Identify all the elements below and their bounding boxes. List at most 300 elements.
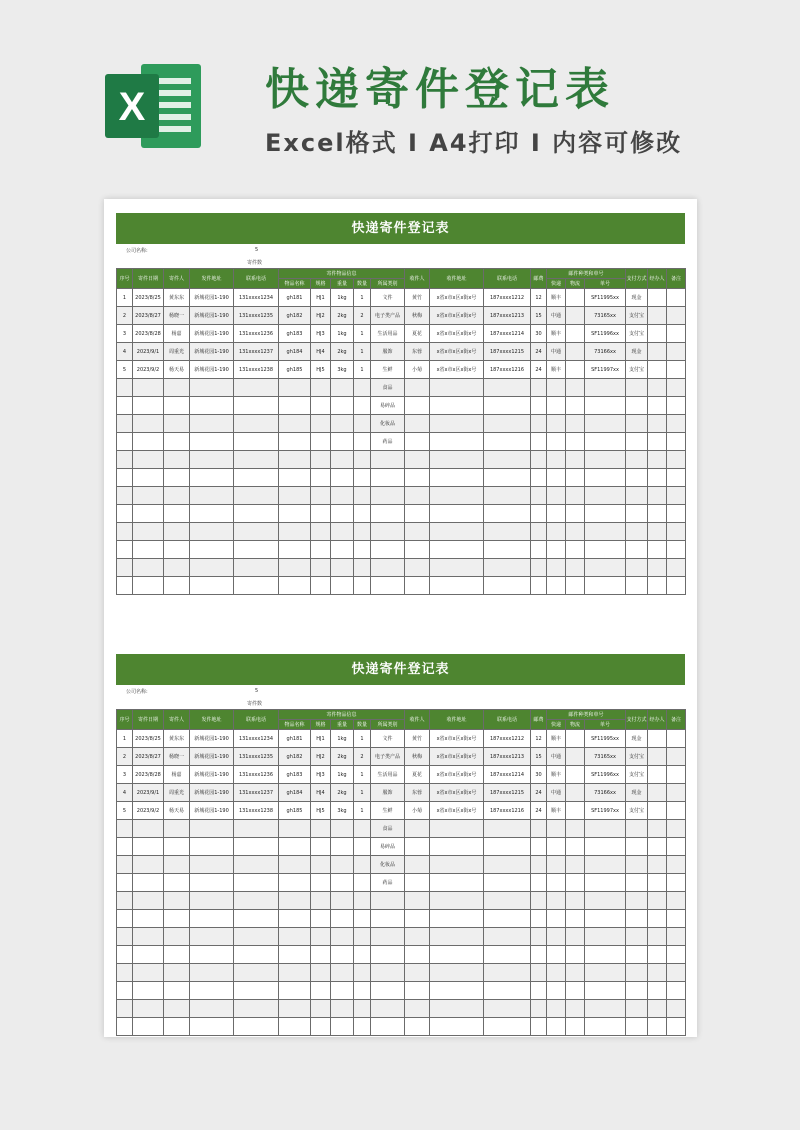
- table-cell: [667, 505, 686, 523]
- table-cell: [190, 946, 234, 964]
- table-cell: [279, 559, 311, 577]
- table-cell: 秋梅: [405, 748, 430, 766]
- table-cell: [648, 487, 667, 505]
- table-cell: 187xxxx1213: [484, 307, 531, 325]
- table-cell: [164, 928, 190, 946]
- table-cell: [626, 856, 648, 874]
- table-cell: [133, 910, 164, 928]
- table-row: [117, 289, 686, 307]
- table-cell: [667, 874, 686, 892]
- table-row: [117, 523, 686, 541]
- table-cell: SF11997xx: [585, 361, 626, 379]
- header-goods-name: 物品名称: [279, 720, 311, 730]
- table-cell: [279, 541, 311, 559]
- table-cell: [531, 910, 547, 928]
- table-cell: [531, 964, 547, 982]
- header-logistics: 物流: [566, 279, 585, 289]
- table-cell: 新城花园1-190: [190, 730, 234, 748]
- table-cell: [311, 982, 331, 1000]
- table-cell: x省x市x区x街x号: [430, 325, 484, 343]
- header-express: 快递: [547, 279, 566, 289]
- table-cell: 187xxxx1214: [484, 766, 531, 784]
- table-cell: [547, 820, 566, 838]
- table-cell: [234, 856, 279, 874]
- table-cell: [531, 379, 547, 397]
- table-cell: [164, 379, 190, 397]
- table-cell: [190, 469, 234, 487]
- table-cell: [164, 838, 190, 856]
- table-cell: [566, 1018, 585, 1036]
- table-cell: [279, 415, 311, 433]
- table-cell: [164, 451, 190, 469]
- table-cell: SF11996xx: [585, 325, 626, 343]
- table-cell: 中通: [547, 307, 566, 325]
- table-cell: [484, 559, 531, 577]
- table-cell: [566, 541, 585, 559]
- table-cell: [117, 469, 133, 487]
- table-cell: [566, 361, 585, 379]
- table-cell: 187xxxx1216: [484, 361, 531, 379]
- table-cell: 2kg: [331, 343, 354, 361]
- table-cell: [531, 928, 547, 946]
- table-cell: [405, 1000, 430, 1018]
- table-cell: [311, 469, 331, 487]
- table-cell: [331, 505, 354, 523]
- table-cell: [648, 541, 667, 559]
- table-cell: [279, 433, 311, 451]
- table-cell: [234, 874, 279, 892]
- table-cell: [430, 892, 484, 910]
- header-receiver: 收件人: [405, 269, 430, 289]
- table-cell: 30: [531, 766, 547, 784]
- table-cell: [547, 469, 566, 487]
- table-cell: [585, 379, 626, 397]
- table-cell: [430, 415, 484, 433]
- table-cell: [430, 946, 484, 964]
- table-cell: [648, 964, 667, 982]
- table-cell: [133, 415, 164, 433]
- table-cell: 杨嘉: [164, 325, 190, 343]
- table-cell: [133, 523, 164, 541]
- table-row: [117, 748, 686, 766]
- table-cell: 187xxxx1216: [484, 802, 531, 820]
- header-date: 寄件日期: [133, 710, 164, 730]
- table-cell: 东蓉: [405, 343, 430, 361]
- table-cell: [133, 856, 164, 874]
- table-cell: SF11995xx: [585, 289, 626, 307]
- table-cell: [430, 1000, 484, 1018]
- table-cell: 顺丰: [547, 325, 566, 343]
- table-cell: HJ2: [311, 748, 331, 766]
- table-cell: [311, 838, 331, 856]
- table-cell: [430, 433, 484, 451]
- table-cell: [234, 946, 279, 964]
- table-cell: 顺丰: [547, 361, 566, 379]
- table-cell: [371, 1018, 405, 1036]
- table-cell: 1: [354, 784, 371, 802]
- table-cell: [430, 397, 484, 415]
- table-cell: [566, 559, 585, 577]
- table-cell: [354, 541, 371, 559]
- table-cell: [164, 874, 190, 892]
- table-cell: 3kg: [331, 361, 354, 379]
- table-cell: [354, 469, 371, 487]
- table-cell: [626, 820, 648, 838]
- table-cell: [279, 505, 311, 523]
- table-cell: [354, 928, 371, 946]
- table-cell: 2: [117, 307, 133, 325]
- table-cell: [626, 379, 648, 397]
- table-cell: [430, 964, 484, 982]
- table-cell: [648, 397, 667, 415]
- table-cell: [190, 379, 234, 397]
- table-cell: [331, 874, 354, 892]
- table-cell: [566, 964, 585, 982]
- table-cell: 2kg: [331, 748, 354, 766]
- header-seq: 序号: [117, 269, 133, 289]
- table-cell: [405, 487, 430, 505]
- table-cell: [566, 1000, 585, 1018]
- table-cell: [311, 559, 331, 577]
- table-row: [117, 964, 686, 982]
- table-cell: [626, 415, 648, 433]
- table-cell: 131xxxx1237: [234, 343, 279, 361]
- table-row: [117, 892, 686, 910]
- table-cell: [585, 874, 626, 892]
- table-cell: [331, 451, 354, 469]
- table-cell: 黄东东: [164, 730, 190, 748]
- table-cell: [531, 820, 547, 838]
- table-cell: [117, 856, 133, 874]
- table-cell: [626, 397, 648, 415]
- table-cell: [133, 982, 164, 1000]
- table-cell: [354, 964, 371, 982]
- header-phone: 联系电话: [234, 710, 279, 730]
- table-cell: [133, 451, 164, 469]
- table-cell: [566, 577, 585, 595]
- table-cell: [585, 451, 626, 469]
- table-cell: 支付宝: [626, 766, 648, 784]
- table-cell: [405, 820, 430, 838]
- table-row: [117, 379, 686, 397]
- table-cell: [547, 505, 566, 523]
- table-cell: [484, 1000, 531, 1018]
- table-cell: [547, 856, 566, 874]
- table-cell: [566, 730, 585, 748]
- table-cell: [566, 487, 585, 505]
- table-cell: [547, 964, 566, 982]
- header-goods-category: 所属类别: [371, 279, 405, 289]
- table-cell: [133, 433, 164, 451]
- banner-title: 快递寄件登记表: [265, 64, 615, 115]
- table-cell: [626, 874, 648, 892]
- header-goods-group: 寄件物品信息: [279, 269, 405, 279]
- table-cell: 5: [117, 802, 133, 820]
- table-cell: HJ5: [311, 361, 331, 379]
- table-cell: [585, 838, 626, 856]
- table-cell: [547, 487, 566, 505]
- table-cell: 15: [531, 748, 547, 766]
- table-cell: [484, 1018, 531, 1036]
- table-cell: 新城花园1-190: [190, 784, 234, 802]
- table-cell: [311, 874, 331, 892]
- table-cell: gh183: [279, 766, 311, 784]
- table-cell: [311, 820, 331, 838]
- table-cell: [371, 559, 405, 577]
- table-cell: [190, 559, 234, 577]
- table-cell: 文件: [371, 730, 405, 748]
- table-cell: [648, 361, 667, 379]
- table-cell: [531, 856, 547, 874]
- header-handler: 经办人: [648, 269, 667, 289]
- table-cell: [667, 289, 686, 307]
- header-from-address: 发件地址: [190, 710, 234, 730]
- table-cell: [354, 982, 371, 1000]
- table-cell: [484, 505, 531, 523]
- table-cell: [484, 928, 531, 946]
- table-cell: [626, 928, 648, 946]
- table-cell: [279, 874, 311, 892]
- table-cell: [667, 1018, 686, 1036]
- table-cell: [405, 964, 430, 982]
- table-cell: 周重光: [164, 343, 190, 361]
- table-cell: [354, 487, 371, 505]
- table-cell: [667, 397, 686, 415]
- table-cell: [279, 469, 311, 487]
- table-cell: [354, 820, 371, 838]
- table-cell: [667, 838, 686, 856]
- table-cell: [648, 910, 667, 928]
- table-cell: SF11995xx: [585, 730, 626, 748]
- table-cell: [117, 874, 133, 892]
- table-cell: [133, 838, 164, 856]
- table-cell: [547, 946, 566, 964]
- table-cell: 131xxxx1235: [234, 307, 279, 325]
- table-cell: [117, 892, 133, 910]
- table-cell: 12: [531, 730, 547, 748]
- table-cell: [371, 487, 405, 505]
- table-row: [117, 766, 686, 784]
- table-cell: [531, 1000, 547, 1018]
- table-cell: 杨天易: [164, 361, 190, 379]
- table-cell: [331, 1018, 354, 1036]
- table-row: [117, 982, 686, 1000]
- table-cell: [648, 892, 667, 910]
- table-cell: [331, 982, 354, 1000]
- table-cell: [484, 451, 531, 469]
- table-cell: [279, 910, 311, 928]
- table-cell: [117, 820, 133, 838]
- table-cell: 黄竹: [405, 730, 430, 748]
- table-cell: [311, 487, 331, 505]
- table-cell: [133, 964, 164, 982]
- table-cell: [117, 451, 133, 469]
- table-row: [117, 1000, 686, 1018]
- header-goods-group: 寄件物品信息: [279, 710, 405, 720]
- table-cell: 生鲜: [371, 802, 405, 820]
- table-row: [117, 397, 686, 415]
- company-label: 公司名称:: [126, 689, 148, 695]
- table-cell: [566, 325, 585, 343]
- table-cell: 支付宝: [626, 748, 648, 766]
- table-row: [117, 343, 686, 361]
- table-cell: 187xxxx1212: [484, 289, 531, 307]
- table-cell: [331, 469, 354, 487]
- header-payment: 支付方式: [626, 710, 648, 730]
- table-cell: [667, 451, 686, 469]
- table-cell: [648, 325, 667, 343]
- table-cell: [667, 928, 686, 946]
- table-cell: [484, 469, 531, 487]
- table-cell: [311, 928, 331, 946]
- table-cell: 顺丰: [547, 289, 566, 307]
- table-cell: 服饰: [371, 784, 405, 802]
- table-cell: [164, 469, 190, 487]
- table-cell: [354, 946, 371, 964]
- table-cell: [566, 415, 585, 433]
- table-cell: 73166xx: [585, 784, 626, 802]
- table-cell: [405, 946, 430, 964]
- table-cell: [164, 1000, 190, 1018]
- table-cell: [190, 820, 234, 838]
- table-cell: [626, 892, 648, 910]
- table-row: [117, 910, 686, 928]
- table-cell: [484, 946, 531, 964]
- table-row: [117, 577, 686, 595]
- table-cell: [234, 505, 279, 523]
- table-cell: [234, 1000, 279, 1018]
- table-cell: [626, 469, 648, 487]
- table-cell: 新城花园1-190: [190, 802, 234, 820]
- table-row: [117, 541, 686, 559]
- table-cell: [279, 928, 311, 946]
- header-tracking-no: 单号: [585, 279, 626, 289]
- header-goods-name: 物品名称: [279, 279, 311, 289]
- table-cell: [354, 577, 371, 595]
- table-cell: 2kg: [331, 784, 354, 802]
- table-cell: 新城花园1-190: [190, 766, 234, 784]
- table-cell: [405, 541, 430, 559]
- table-cell: [667, 946, 686, 964]
- table-cell: x省x市x区x街x号: [430, 361, 484, 379]
- table-cell: [531, 1018, 547, 1036]
- table-cell: [133, 379, 164, 397]
- table-cell: [405, 577, 430, 595]
- count-row: [116, 699, 685, 709]
- table-cell: SF11996xx: [585, 766, 626, 784]
- table-cell: [547, 1018, 566, 1036]
- table-cell: [585, 910, 626, 928]
- table-cell: [484, 982, 531, 1000]
- table-cell: [566, 523, 585, 541]
- table-cell: [648, 379, 667, 397]
- table-cell: [279, 1018, 311, 1036]
- table-cell: 食品: [371, 379, 405, 397]
- table-cell: 2: [354, 307, 371, 325]
- table-cell: [234, 892, 279, 910]
- table-cell: [585, 505, 626, 523]
- table-cell: 131xxxx1236: [234, 325, 279, 343]
- table-row: [117, 856, 686, 874]
- table-cell: [648, 559, 667, 577]
- table-cell: [331, 946, 354, 964]
- table-cell: [585, 415, 626, 433]
- table-cell: [585, 541, 626, 559]
- table-cell: [371, 964, 405, 982]
- table-cell: [117, 982, 133, 1000]
- table-cell: [354, 433, 371, 451]
- table-cell: [547, 523, 566, 541]
- table-cell: [405, 433, 430, 451]
- table-cell: 1: [354, 325, 371, 343]
- table-row: [117, 433, 686, 451]
- table-cell: [190, 856, 234, 874]
- header-goods-category: 所属类别: [371, 720, 405, 730]
- table-cell: 4: [117, 343, 133, 361]
- table-row: [117, 820, 686, 838]
- table-cell: 夏花: [405, 325, 430, 343]
- header-goods-spec: 规格: [311, 720, 331, 730]
- table-cell: 131xxxx1234: [234, 289, 279, 307]
- table-cell: [371, 469, 405, 487]
- table-cell: 15: [531, 307, 547, 325]
- table-row: [117, 874, 686, 892]
- table-cell: [331, 397, 354, 415]
- table-cell: 2023/8/27: [133, 307, 164, 325]
- table-cell: [547, 451, 566, 469]
- table-cell: [531, 469, 547, 487]
- table-cell: [531, 946, 547, 964]
- table-cell: [648, 820, 667, 838]
- table-cell: [648, 748, 667, 766]
- table-cell: x省x市x区x街x号: [430, 802, 484, 820]
- table-cell: HJ4: [311, 343, 331, 361]
- table-cell: 2023/8/27: [133, 748, 164, 766]
- table-cell: [405, 505, 430, 523]
- table-cell: [279, 820, 311, 838]
- table-cell: [311, 415, 331, 433]
- table-cell: 易碎品: [371, 397, 405, 415]
- table-cell: [566, 928, 585, 946]
- table-cell: [371, 892, 405, 910]
- table-cell: [133, 928, 164, 946]
- table-cell: 秋梅: [405, 307, 430, 325]
- table-cell: 电子类产品: [371, 748, 405, 766]
- table-cell: [133, 469, 164, 487]
- table-cell: [331, 379, 354, 397]
- table-cell: [430, 1018, 484, 1036]
- table-cell: [117, 1000, 133, 1018]
- table-cell: 1: [117, 289, 133, 307]
- table-cell: [331, 523, 354, 541]
- table-cell: [484, 892, 531, 910]
- table-cell: 2023/9/2: [133, 802, 164, 820]
- header-phone: 联系电话: [234, 269, 279, 289]
- table-cell: [354, 523, 371, 541]
- table-cell: [547, 982, 566, 1000]
- table-row: [117, 928, 686, 946]
- table-cell: [354, 559, 371, 577]
- table-cell: 131xxxx1237: [234, 784, 279, 802]
- table-cell: gh185: [279, 361, 311, 379]
- table-cell: [531, 892, 547, 910]
- table-cell: [164, 415, 190, 433]
- table-cell: 131xxxx1238: [234, 361, 279, 379]
- sheet-title: 快递寄件登记表: [116, 654, 685, 685]
- table-cell: [585, 487, 626, 505]
- table-cell: [311, 910, 331, 928]
- table-cell: [354, 910, 371, 928]
